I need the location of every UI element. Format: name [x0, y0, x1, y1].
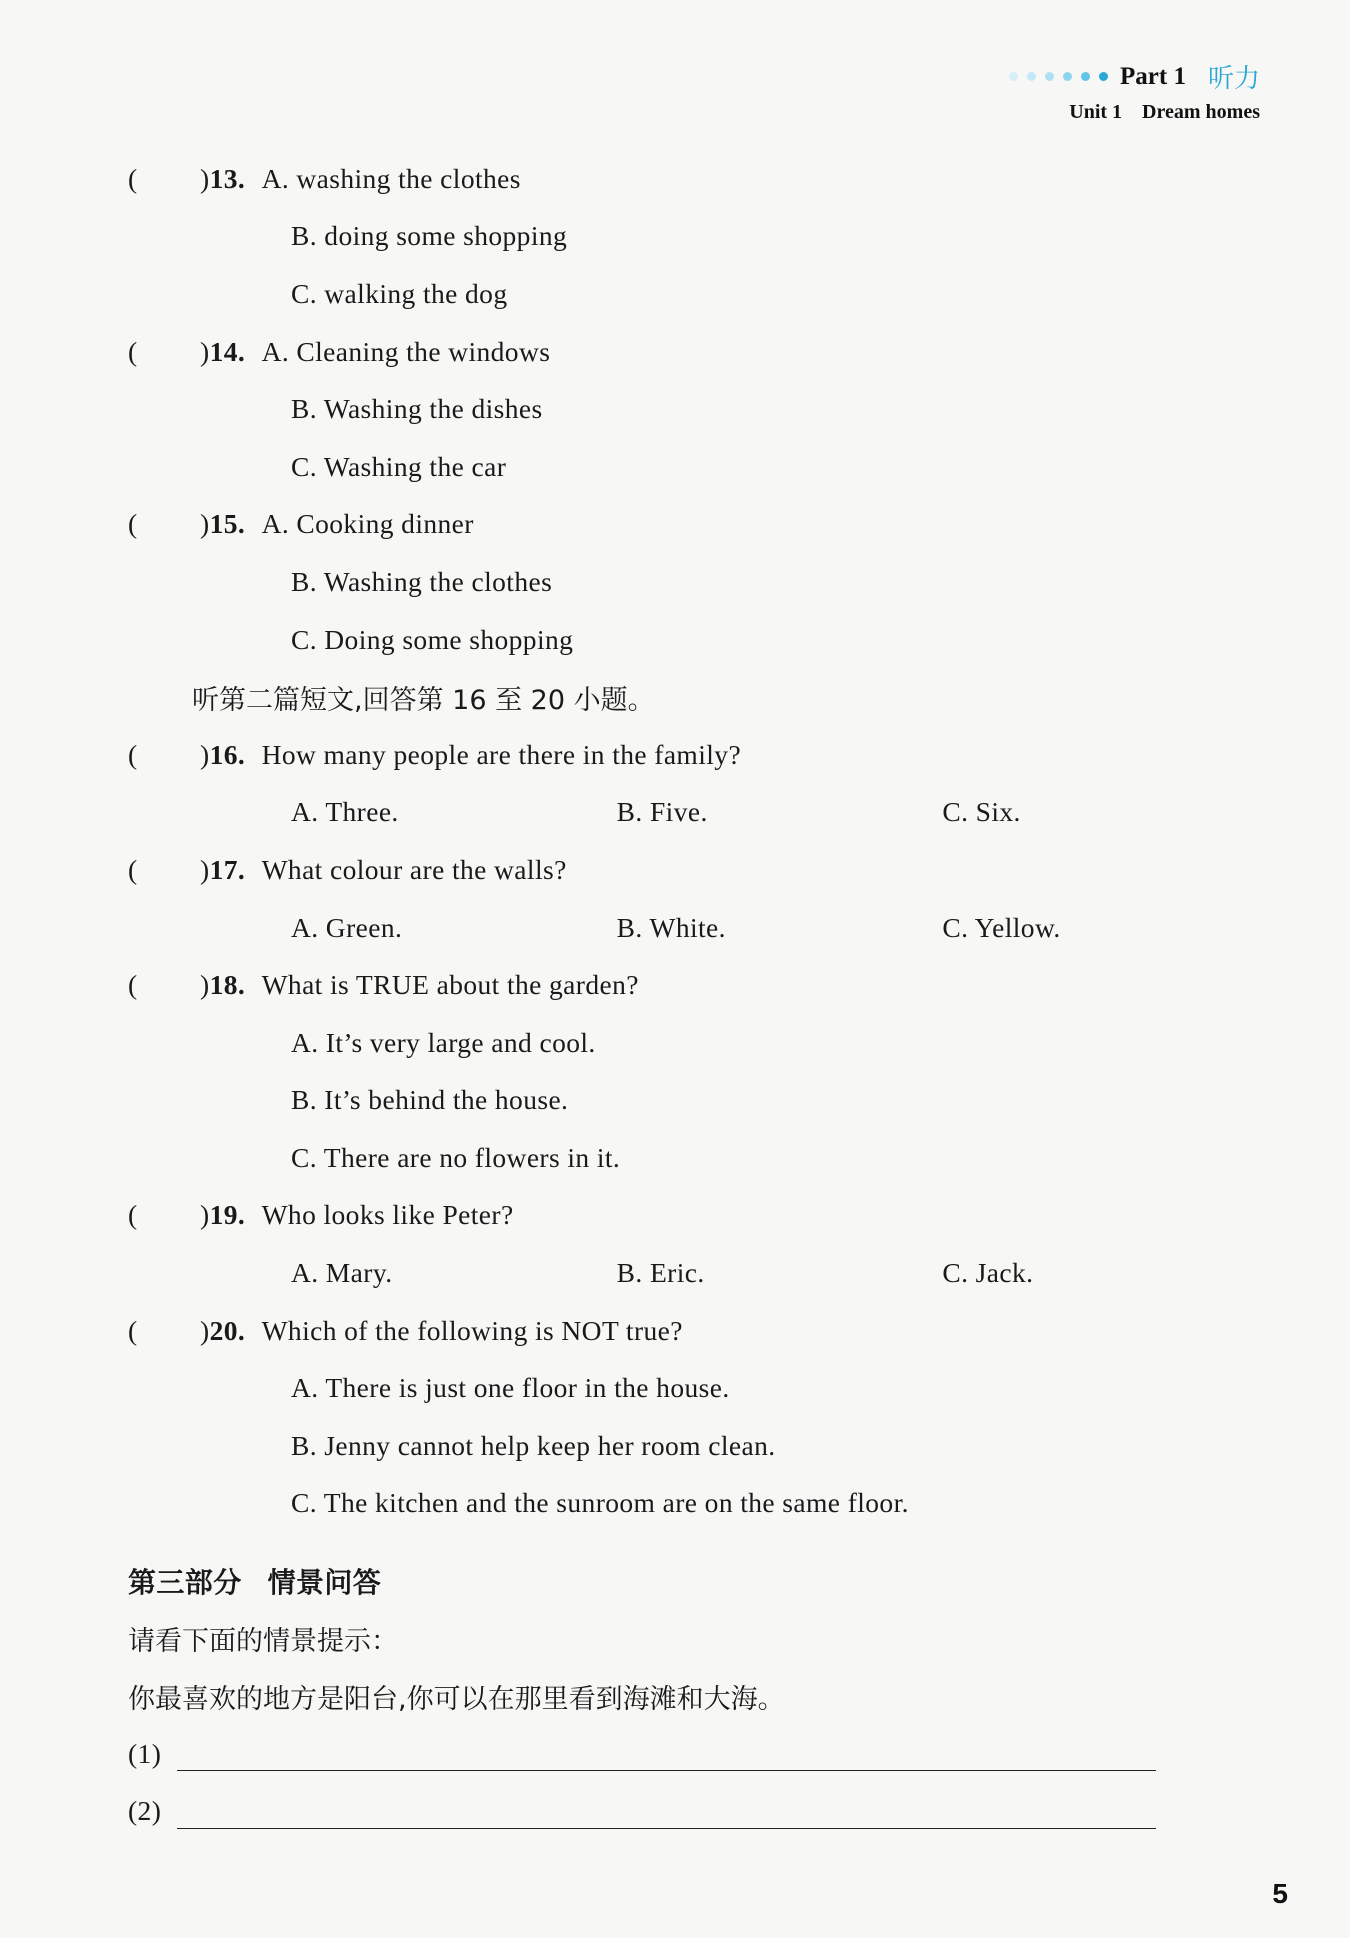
part3-prompt: 请看下面的情景提示： — [128, 1626, 398, 1658]
answer-bracket-open[interactable]: ( — [128, 1199, 138, 1231]
option-b: B. Jenny cannot help keep her room clean. — [291, 1429, 776, 1461]
answer-bracket-open[interactable]: ( — [128, 969, 138, 1001]
option-c: C. Yellow. — [942, 911, 1061, 943]
answer-bracket-close: ) — [200, 969, 210, 1001]
question-row — [128, 841, 1268, 899]
decorative-dot — [1027, 72, 1036, 81]
unit-label: Unit 1 — [1069, 101, 1123, 123]
answer-bracket-open[interactable]: ( — [128, 738, 138, 770]
question-stem: How many people are there in the family? — [261, 738, 742, 770]
option-b: B. It’s behind the house. — [291, 1084, 569, 1116]
option-a: A. washing the clothes — [261, 162, 521, 194]
question-stem: What colour are the walls? — [261, 853, 567, 885]
option-c: C. Six. — [942, 796, 1021, 828]
answer-blank-2[interactable] — [177, 1794, 1156, 1829]
question-row — [128, 150, 1268, 208]
decorative-dot — [1081, 72, 1090, 81]
part3-heading — [128, 1552, 1268, 1610]
question-number: 15. — [209, 508, 246, 540]
question-list — [128, 150, 1268, 1840]
part3-scenario: 你最喜欢的地方是阳台,你可以在那里看到海滩和大海。 — [128, 1683, 785, 1715]
option-a: A. Mary. — [291, 1257, 393, 1289]
option-c: C. Doing some shopping — [291, 623, 574, 655]
question-number: 17. — [209, 853, 246, 885]
question-number: 14. — [209, 335, 246, 367]
answer-line-1 — [128, 1725, 1268, 1783]
page-number: 5 — [1272, 1878, 1288, 1909]
decorative-dot — [1009, 72, 1018, 81]
answer-bracket-open[interactable]: ( — [128, 335, 138, 367]
decorative-dots — [1009, 72, 1108, 81]
option-b: B. Eric. — [616, 1257, 705, 1289]
option-c: C. There are no flowers in it. — [291, 1141, 621, 1173]
section-label: 听力 — [1207, 64, 1260, 94]
answer-bracket-close: ) — [200, 738, 210, 770]
answer-line-2 — [128, 1783, 1268, 1841]
option-a: A. It’s very large and cool. — [291, 1026, 596, 1058]
option-c: C. Jack. — [942, 1257, 1034, 1289]
option-b: B. Washing the clothes — [291, 565, 553, 597]
question-row — [128, 496, 1268, 554]
question-number: 18. — [209, 969, 246, 1001]
option-c: C. walking the dog — [291, 277, 508, 309]
question-row — [128, 726, 1268, 784]
blank-label: (2) — [128, 1795, 162, 1827]
option-b: B. White. — [616, 911, 726, 943]
option-b: B. Five. — [616, 796, 708, 828]
option-c: C. Washing the car — [291, 450, 507, 482]
question-number: 19. — [209, 1199, 246, 1231]
question-row — [128, 323, 1268, 381]
option-b: B. doing some shopping — [291, 220, 568, 252]
answer-bracket-open[interactable]: ( — [128, 1314, 138, 1346]
answer-blank-1[interactable] — [177, 1736, 1156, 1771]
decorative-dot — [1099, 72, 1108, 81]
answer-bracket-close: ) — [200, 162, 210, 194]
options-row — [291, 784, 1268, 842]
question-number: 16. — [209, 738, 246, 770]
unit-line — [1009, 101, 1260, 124]
part3-title-b: 情景问答 — [267, 1566, 382, 1600]
passage-instruction: 听第二篇短文,回答第 16 至 20 小题。 — [192, 684, 655, 716]
answer-bracket-close: ) — [200, 508, 210, 540]
option-a: A. Cleaning the windows — [261, 335, 551, 367]
part3-title-a: 第三部分 — [128, 1566, 242, 1600]
answer-bracket-open[interactable]: ( — [128, 853, 138, 885]
options-row — [291, 1244, 1268, 1302]
option-c: C. The kitchen and the sunroom are on the same floor. — [291, 1487, 909, 1519]
option-a: A. Cooking dinner — [261, 508, 474, 540]
options-row — [291, 899, 1268, 957]
question-row — [128, 1302, 1268, 1360]
answer-bracket-close: ) — [200, 1314, 210, 1346]
option-a: A. Three. — [291, 796, 399, 828]
answer-bracket-open[interactable]: ( — [128, 508, 138, 540]
option-a: A. There is just one floor in the house. — [291, 1372, 730, 1404]
answer-bracket-open[interactable]: ( — [128, 162, 138, 194]
option-a: A. Green. — [291, 911, 403, 943]
question-stem: What is TRUE about the garden? — [261, 969, 639, 1001]
question-stem: Which of the following is NOT true? — [261, 1314, 683, 1346]
question-number: 20. — [209, 1314, 246, 1346]
answer-bracket-close: ) — [200, 853, 210, 885]
question-row — [128, 956, 1268, 1014]
answer-bracket-close: ) — [200, 1199, 210, 1231]
answer-bracket-close: ) — [200, 335, 210, 367]
page-header — [1009, 58, 1260, 124]
option-b: B. Washing the dishes — [291, 393, 543, 425]
unit-title: Dream homes — [1142, 101, 1260, 123]
question-row — [128, 1187, 1268, 1245]
decorative-dot — [1063, 72, 1072, 81]
decorative-dot — [1045, 72, 1054, 81]
question-number: 13. — [209, 162, 246, 194]
blank-label: (1) — [128, 1737, 162, 1769]
part-label: Part 1 — [1120, 62, 1186, 90]
question-stem: Who looks like Peter? — [261, 1199, 514, 1231]
